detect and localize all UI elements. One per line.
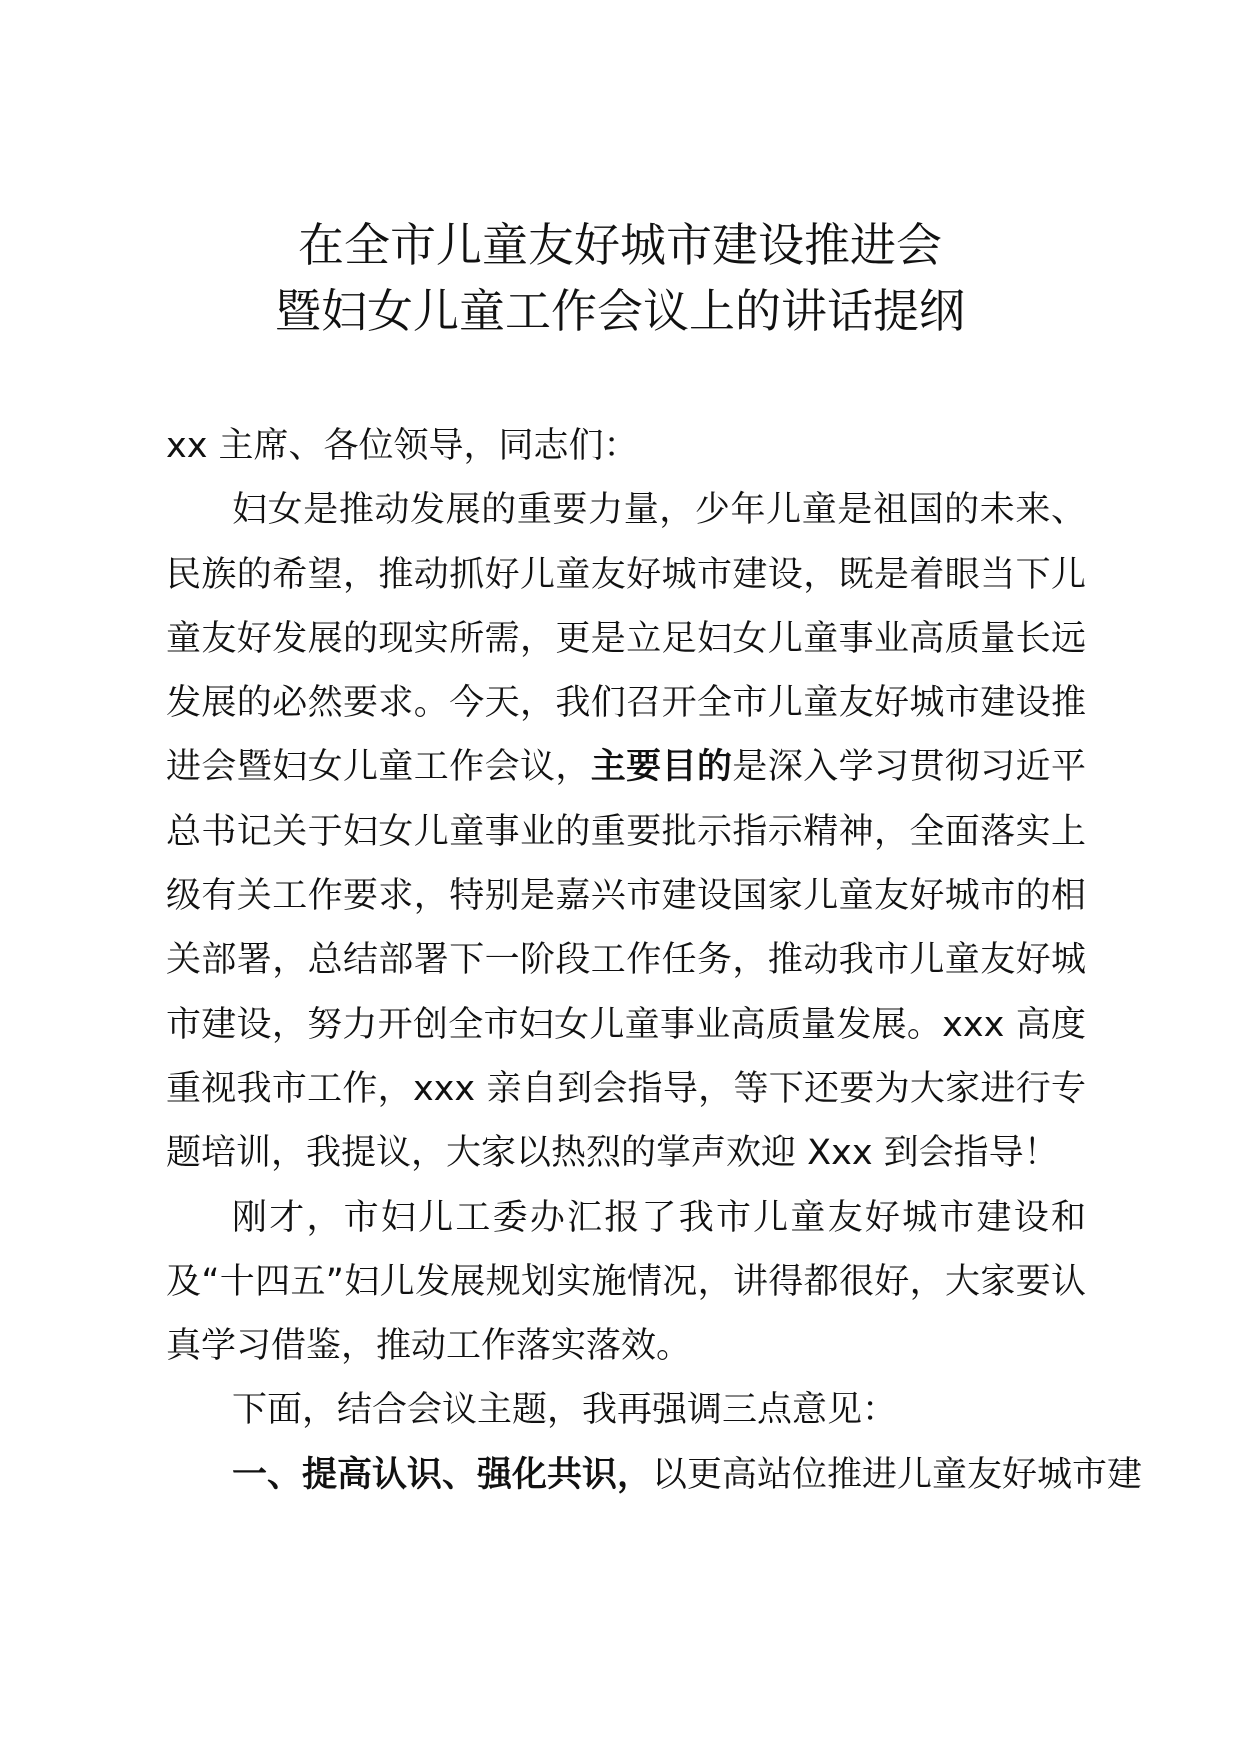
- section-heading-1-label: 一、提高认识、强化共识，: [232, 1454, 653, 1495]
- emphasis-main-purpose: 主要目的: [590, 747, 733, 788]
- paragraph-three-points: 下面，结合会议主题，我再强调三点意见：: [232, 1390, 898, 1431]
- paragraph-report: 刚才，市妇儿工委办汇报了我市儿童友好城市建设和及“十四五”妇儿发展规划实施情况，讲得都很好，大家要认真学习借鉴，推动工作落实落效。: [166, 1197, 1086, 1367]
- salutation: xx 主席、各位领导，同志们：: [166, 426, 639, 466]
- title-line-1: 在全市儿童友好城市建设推进会: [298, 218, 942, 272]
- section-heading-1: [166, 1443, 1143, 1507]
- title-line-2: 暨妇女儿童工作会议上的讲话提纲: [275, 284, 965, 338]
- section-heading-1-text: 以更高站位推进儿童友好城市建: [652, 1454, 1143, 1495]
- paragraph-opening-text-b: 是深入学习贯彻习近平总书记关于妇女儿童事业的重要批示指示精神，全面落实上级有关工作要求，特别是嘉兴市建设国家儿童友好城市的相关部署，总结部署下一阶段工作任务，推动我市儿童友好城市建设，努力开创全市妇女儿童事业高质量发展。xxx 高度重视我市工作，xxx 亲自到会指导，等下还要为大家进行专题培训，我提议，大家以热烈的掌声欢迎 Xxx 到会指导！: [166, 747, 1086, 1174]
- document-title: [0, 212, 1240, 344]
- paragraph-opening: [166, 478, 1086, 1185]
- paragraph-opening-text-a: 妇女是推动发展的重要力量，少年儿童是祖国的未来、民族的希望，推动抓好儿童友好城市建设，既是着眼当下儿童友好发展的现实所需，更是立足妇女儿童事业高质量长远发展的必然要求。今天，我们召开全市儿童友好城市建设推进会暨妇女儿童工作会议，: [166, 490, 1086, 788]
- document-body: [166, 414, 1143, 1507]
